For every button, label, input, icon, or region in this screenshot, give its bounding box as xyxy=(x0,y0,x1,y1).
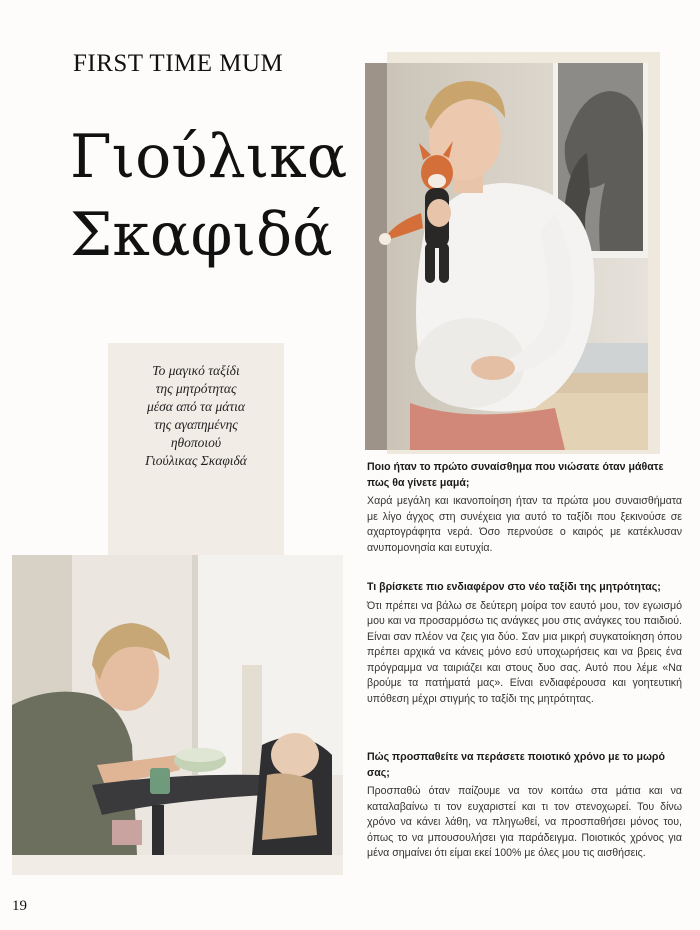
pull-quote-line: ηθοποιού xyxy=(170,435,222,450)
feeding-illustration xyxy=(12,555,343,855)
interview-answer: Προσπαθώ όταν παίζουμε να τον κοιτάω στα μάτια και να καταλαβαίνω τι τον ευχαριστεί και τι τον στενοχωρεί. Του δίνω χρόνο να κάνει λάθη, να πληγωθεί, να προσπαθήσει μόνος του, όπως το να μπουσουλήσει για παράδειγμα. Ποιοτικός χρόνος για μένα σημαίνει ότι είμαι εκεί 100% με όλες μου τις αισθήσεις. xyxy=(367,785,682,859)
pull-quote-line: Το μαγικό ταξίδι xyxy=(152,363,240,378)
portrait-illustration xyxy=(365,63,648,450)
photo-caption-strip xyxy=(12,855,343,875)
interview-answer: Ότι πρέπει να βάλω σε δεύτερη μοίρα τον εαυτό μου, τον εγωισμό μου και να προσαρμόσω τις ανάγκες μου στις ανάγκες του παιδιού. Είναι σαν πλέον να ζεις για δύο. Σαν μια μικρή συγκατοίκηση όπου πρέπει αρχικά να κάνεις μόνο εσύ υποχωρήσεις και να βρεις ένα πρόγραμμα να ταιριάζει και στους δυο σας. Αυτό που λέμε «Να βρούμε τα πατήματά μας». Είναι ενδιαφέρουσα και γοητευτική υπόθεση μέχρι στιγμής το ταξίδι της μητρότητας. xyxy=(367,599,682,705)
interview-item xyxy=(367,460,682,556)
page-number: 19 xyxy=(12,898,27,914)
interview-answer: Χαρά μεγάλη και ικανοποίηση ήταν τα πρώτα μου συναισθήματα με λίγο άγχος στη συνέχεια για αυτό το ταξίδι που ξεκινούσε σε αχαρτογράφητα νερά. Όσο περνούσε ο καιρός με κατέκλυσαν ανυπομονησία και ευτυχία. xyxy=(367,495,682,554)
title-line-1: Γιούλικα xyxy=(70,122,348,192)
pull-quote-line: μέσα από τα μάτια xyxy=(146,399,245,414)
interview-question: Τι βρίσκετε πιο ενδιαφέρον στο νέο ταξίδι της μητρότητας; xyxy=(367,581,661,593)
pull-quote xyxy=(112,362,280,470)
article-title xyxy=(70,118,347,274)
feeding-photo xyxy=(12,555,343,855)
title-line-2: Σκαφιδά xyxy=(70,200,333,270)
portrait-photo xyxy=(365,63,648,450)
interview-item xyxy=(367,580,682,707)
pull-quote-line: Γιούλικας Σκαφιδά xyxy=(145,453,247,468)
section-kicker: FIRST TIME MUM xyxy=(73,50,284,77)
interview-question: Πώς προσπαθείτε να περάσετε ποιοτικό χρόνο με το μωρό σας; xyxy=(367,751,665,779)
pull-quote-line: της αγαπημένης xyxy=(154,417,238,432)
interview-item xyxy=(367,750,682,862)
pull-quote-line: της μητρότητας xyxy=(155,381,237,396)
interview-question: Ποιο ήταν το πρώτο συναίσθημα που νιώσατε όταν μάθατε πως θα γίνετε μαμά; xyxy=(367,461,664,489)
